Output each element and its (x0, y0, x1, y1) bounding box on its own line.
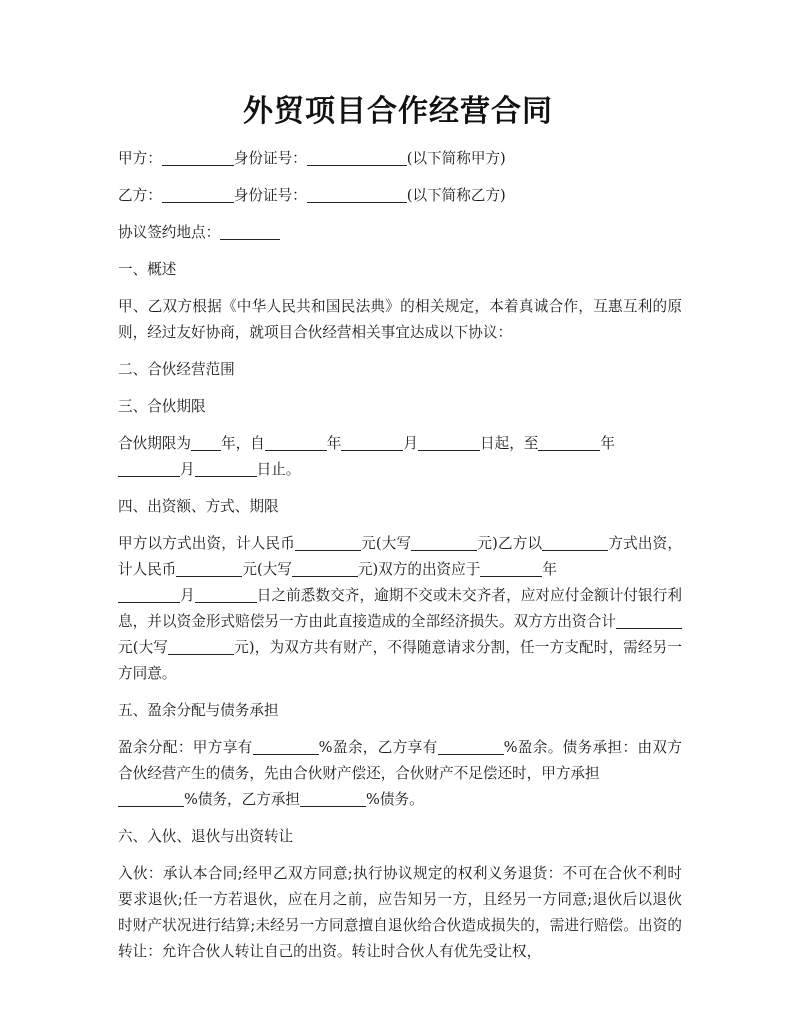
sec4-text-8: 月 (180, 587, 195, 604)
sec5-blank-a-debt (118, 789, 184, 807)
sec3-text-2: 年，自 (220, 435, 265, 452)
sec4-text-11: 元)，为双方共有财产，不得随意请求分割，任一方支配时，需经另一方同意。 (118, 639, 682, 682)
sec3-blank-start-month (341, 433, 403, 451)
sec3-blank-end-month (118, 459, 180, 477)
signing-place-line (118, 220, 682, 246)
sec3-blank-years (191, 433, 221, 451)
party-b-id-label: 身份证号： (233, 187, 307, 204)
sec4-text-4: 方式出资，计人民币 (118, 535, 682, 578)
sec4-blank-total-words (168, 637, 234, 655)
signing-place-label: 协议签约地点： (118, 224, 221, 241)
party-b-label: 乙方： (118, 187, 162, 204)
party-a-suffix: (以下简称甲方) (406, 150, 506, 167)
sec4-blank-a-amount-words (411, 533, 477, 551)
document-body (118, 146, 682, 976)
sec5-blank-b-debt (300, 789, 366, 807)
sec3-text-5: 日起，至 (480, 435, 539, 452)
document-title: 外贸项目合作经营合同 (243, 94, 553, 129)
section-1-heading: 一、概述 (118, 261, 177, 278)
sec5-text-3: %盈余。债务承担：由双方合伙经营产生的债务，先由合伙财产偿还，合伙财产不足偿还时，甲方承担 (118, 739, 682, 782)
section-5-heading: 五、盈余分配与债务承担 (118, 702, 279, 719)
section-3-body (118, 431, 682, 483)
sec5-blank-a-profit (253, 737, 319, 755)
section-3-heading: 三、合伙期限 (118, 398, 206, 415)
party-a-id-label: 身份证号： (233, 150, 307, 167)
sec4-blank-b-amount-words (292, 559, 358, 577)
sec3-text-6: 年 (600, 435, 615, 452)
party-a-id-blank (307, 148, 407, 166)
section-5-body (118, 735, 682, 813)
party-a-name-blank (162, 148, 234, 166)
section-6-heading: 六、入伙、退伙与出资转让 (118, 828, 294, 845)
sec5-blank-b-profit (438, 737, 504, 755)
sec3-text-4: 月 (403, 435, 418, 452)
sec4-text-5: 元(大写 (242, 561, 292, 578)
section-1-body: 甲、乙双方根据《中华人民共和国民法典》的相关规定，本着真诚合作，互惠互利的原则，经过友好协商，就项目合伙经营相关事宜达成以下协议： (118, 298, 682, 341)
sec4-blank-day (195, 585, 257, 603)
sec4-blank-total (616, 611, 682, 629)
sec5-text-1: 盈余分配：甲方享有 (118, 739, 253, 756)
section-2-heading: 二、合伙经营范围 (118, 361, 235, 378)
party-a-label: 甲方： (118, 150, 162, 167)
sec4-text-2: 元(大写 (360, 535, 412, 552)
sec4-text-3: 元)乙方以 (477, 535, 543, 552)
party-a-line (118, 146, 682, 172)
sec4-text-9: 日之前悉数交齐，逾期不交或未交齐者，应对应付金额计付银行利息，并以资金形式赔偿另一方由此直接造成的全部经济损失。双方方出资合计 (118, 587, 682, 630)
section-4-body (118, 531, 682, 687)
party-b-id-blank (307, 185, 407, 203)
sec4-text-7: 年 (542, 561, 557, 578)
sec3-blank-start-year (265, 433, 327, 451)
party-b-suffix: (以下简称乙方) (406, 187, 506, 204)
sec4-text-10: 元(大写 (118, 639, 169, 656)
sec3-blank-start-day (418, 433, 480, 451)
section-6-body: 入伙：承认本合同;经甲乙双方同意;执行协议规定的权利义务退货：不可在合伙不利时要求退伙;任一方若退伙，应在月之前，应告知另一方，且经另一方同意;退伙后以退伙时财产状况进行结算;未经另一方同意擅自退伙给合伙造成损失的，需进行赔偿。出资的转让：允许合伙人转让自己的出资。转让时合伙人有优先受让权， (118, 865, 682, 960)
sec3-text-3: 年 (326, 435, 342, 452)
signing-place-blank (220, 222, 280, 240)
sec4-text-6: 元)双方的出资应于 (357, 561, 481, 578)
section-4-heading: 四、出资额、方式、期限 (118, 498, 279, 515)
sec4-blank-b-method (542, 533, 608, 551)
sec4-blank-year (480, 559, 542, 577)
party-b-name-blank (162, 185, 234, 203)
sec5-text-5: %债务。 (366, 791, 424, 808)
sec3-text-1: 合伙期限为 (118, 435, 191, 452)
sec3-text-7: 月 (180, 461, 195, 478)
sec4-text-1: 甲方以方式出资，计人民币 (118, 535, 295, 552)
sec3-blank-end-day (195, 459, 257, 477)
sec4-blank-a-amount (295, 533, 361, 551)
sec4-blank-month (118, 585, 180, 603)
party-b-line (118, 183, 682, 209)
sec4-blank-b-amount (176, 559, 242, 577)
sec5-text-2: %盈余，乙方享有 (318, 739, 438, 756)
sec3-blank-end-year (538, 433, 600, 451)
sec5-text-4: %债务，乙方承担 (184, 791, 301, 808)
sec3-text-8: 日止。 (256, 461, 301, 478)
